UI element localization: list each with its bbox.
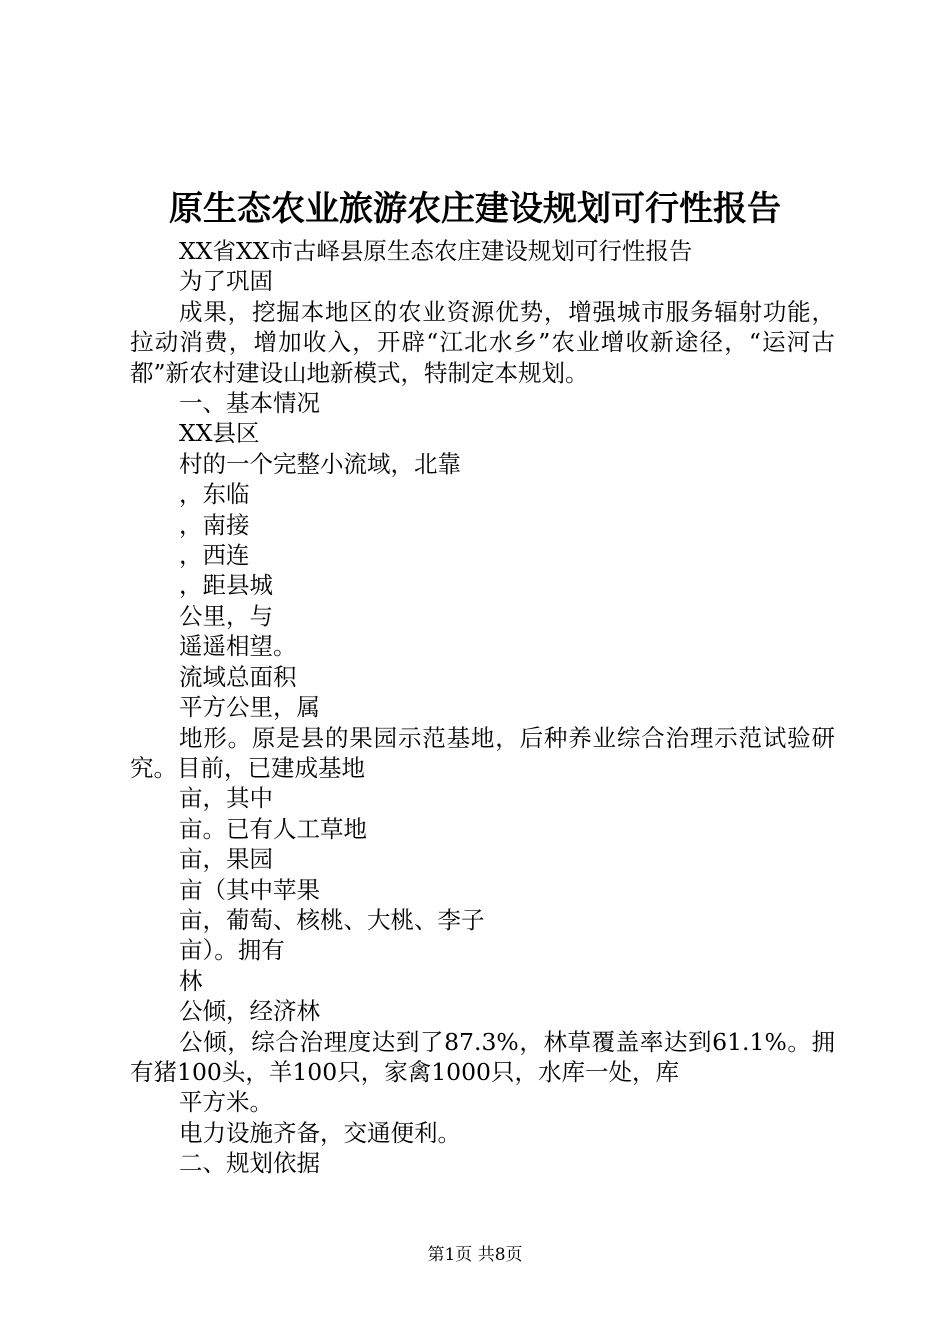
document-body — [130, 236, 835, 1179]
paragraph: 流域总面积 — [179, 662, 297, 691]
paragraph: 亩）。拥有 — [179, 936, 285, 965]
paragraph: ，距县城 — [179, 571, 273, 600]
paragraph: 亩，葡萄、核桃、大桃、李子 — [179, 905, 485, 934]
paragraph: 林 — [179, 966, 203, 995]
paragraph: ，东临 — [179, 480, 250, 509]
paragraph: ，南接 — [179, 510, 250, 539]
paragraph: 电力设施齐备，交通便利。 — [179, 1118, 461, 1147]
paragraph: 公倾，综合治理度达到了87.3%，林草覆盖率达到61.1%。拥有猪100头，羊100只，家禽1000只，水库一处，库 — [130, 1027, 835, 1086]
paragraph: ，西连 — [179, 541, 250, 570]
paragraph: 公倾，经济林 — [179, 997, 320, 1026]
paragraph: 亩（其中苹果 — [179, 875, 320, 904]
paragraph: 亩，果园 — [179, 845, 273, 874]
paragraph: 为了巩固 — [179, 267, 273, 296]
section-heading: 二、规划依据 — [179, 1149, 320, 1178]
paragraph: 公里，与 — [179, 601, 273, 630]
section-heading: 一、基本情况 — [179, 389, 320, 418]
paragraph: XX县区 — [179, 419, 260, 448]
paragraph: 遥遥相望。 — [179, 632, 297, 661]
paragraph: 地形。原是县的果园示范基地，后种养业综合治理示范试验研究。目前，已建成基地 — [130, 723, 835, 782]
paragraph: 平方公里，属 — [179, 693, 320, 722]
paragraph: 成果，挖掘本地区的农业资源优势，增强城市服务辐射功能，拉动消费，增加收入，开辟“江北水乡”农业增收新途径，“运河古都”新农村建设山地新模式，特制定本规划。 — [130, 297, 835, 387]
page-footer: 第1页 共8页 — [427, 1245, 523, 1265]
paragraph: 平方米。 — [179, 1088, 273, 1117]
paragraph: XX省XX市古峄县原生态农庄建设规划可行性报告 — [179, 237, 693, 265]
paragraph: 亩，其中 — [179, 784, 273, 813]
paragraph: 村的一个完整小流域，北靠 — [179, 449, 461, 478]
paragraph: 亩。已有人工草地 — [179, 814, 367, 843]
page-title: 原生态农业旅游农庄建设规划可行性报告 — [169, 189, 781, 229]
